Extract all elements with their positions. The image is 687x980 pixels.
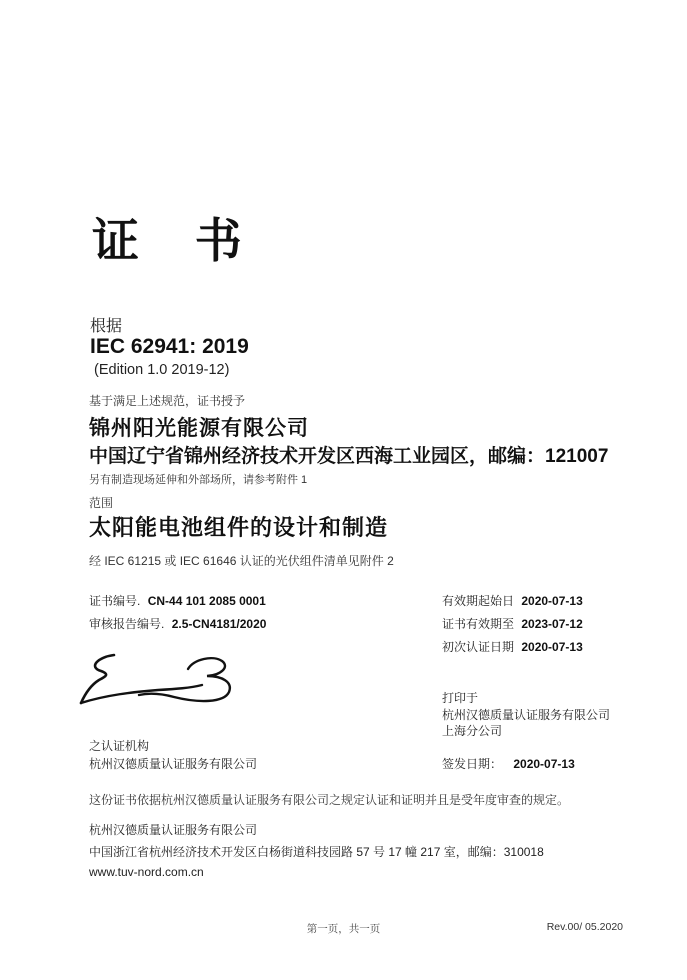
issue-date-label: 签发日期： bbox=[442, 757, 503, 771]
certificate-details-left bbox=[89, 590, 266, 636]
footer-page-info: 第一页，共一页 bbox=[306, 923, 381, 935]
valid-until-label: 证书有效期至 bbox=[442, 617, 515, 631]
certificate-details-right bbox=[442, 590, 583, 659]
certification-body-company: 杭州汉德质量认证服务有限公司 bbox=[89, 756, 258, 771]
scope-text: 太阳能电池组件的设计和制造 bbox=[89, 515, 389, 540]
printed-at-company: 杭州汉德质量认证服务有限公司 bbox=[442, 707, 611, 722]
grant-statement: 基于满足上述规范，证书授予 bbox=[89, 394, 246, 408]
standard-edition: (Edition 1.0 2019-12) bbox=[94, 362, 230, 378]
valid-from-value: 2020-07-13 bbox=[521, 594, 583, 608]
issuer-company: 杭州汉德质量认证服务有限公司 bbox=[89, 823, 258, 837]
signature bbox=[78, 648, 238, 710]
printed-at-block bbox=[442, 690, 610, 740]
valid-until-row bbox=[442, 613, 583, 636]
issue-date-row bbox=[442, 755, 575, 772]
scope-note: 经 IEC 61215 或 IEC 61646 认证的光伏组件清单见附件 2 bbox=[89, 554, 394, 568]
issuer-address: 中国浙江省杭州经济技术开发区白杨街道科技园路 57 号 17 幢 217 室，邮编：310018 bbox=[89, 845, 544, 859]
address-postcode: 121007 bbox=[545, 446, 609, 467]
cert-number-label: 证书编号. bbox=[89, 594, 141, 608]
page-title: 证 书 bbox=[92, 216, 264, 268]
valid-from-row bbox=[442, 590, 583, 613]
valid-from-label: 有效期起始日 bbox=[442, 594, 515, 608]
address-text: 中国辽宁省锦州经济技术开发区西海工业园区，邮编： bbox=[89, 446, 546, 467]
audit-report-row bbox=[89, 613, 266, 636]
legal-statement: 这份证书依据杭州汉德质量认证服务有限公司之规定认证和证明并且是受年度审查的规定。 bbox=[89, 793, 570, 807]
footer-revision: Rev.00/ 05.2020 bbox=[546, 921, 623, 933]
issue-date-value: 2020-07-13 bbox=[513, 757, 575, 771]
initial-cert-label: 初次认证日期 bbox=[442, 640, 515, 654]
printed-at-branch: 上海分公司 bbox=[442, 724, 503, 738]
cert-number-value: CN-44 101 2085 0001 bbox=[147, 594, 266, 608]
manufacturing-site-note: 另有制造现场延伸和外部场所，请参考附件 1 bbox=[89, 474, 308, 486]
standard-name: IEC 62941: 2019 bbox=[90, 335, 249, 358]
scope-label: 范围 bbox=[89, 496, 114, 510]
certificate-holder-name: 锦州阳光能源有限公司 bbox=[89, 417, 309, 440]
signature-icon bbox=[78, 648, 238, 710]
valid-until-value: 2023-07-12 bbox=[521, 617, 583, 631]
printed-at-label: 打印于 bbox=[442, 691, 479, 705]
standard-intro-label: 根据 bbox=[90, 318, 123, 335]
initial-cert-row bbox=[442, 636, 583, 659]
audit-report-label: 审核报告编号. bbox=[89, 617, 165, 631]
issuer-website: www.tuv-nord.com.cn bbox=[89, 865, 204, 879]
certification-body-label: 之认证机构 bbox=[89, 739, 150, 753]
initial-cert-value: 2020-07-13 bbox=[521, 640, 583, 654]
audit-report-value: 2.5-CN4181/2020 bbox=[171, 617, 267, 631]
certification-body-block bbox=[89, 738, 257, 773]
cert-number-row bbox=[89, 590, 266, 613]
certificate-holder-address bbox=[89, 441, 608, 468]
